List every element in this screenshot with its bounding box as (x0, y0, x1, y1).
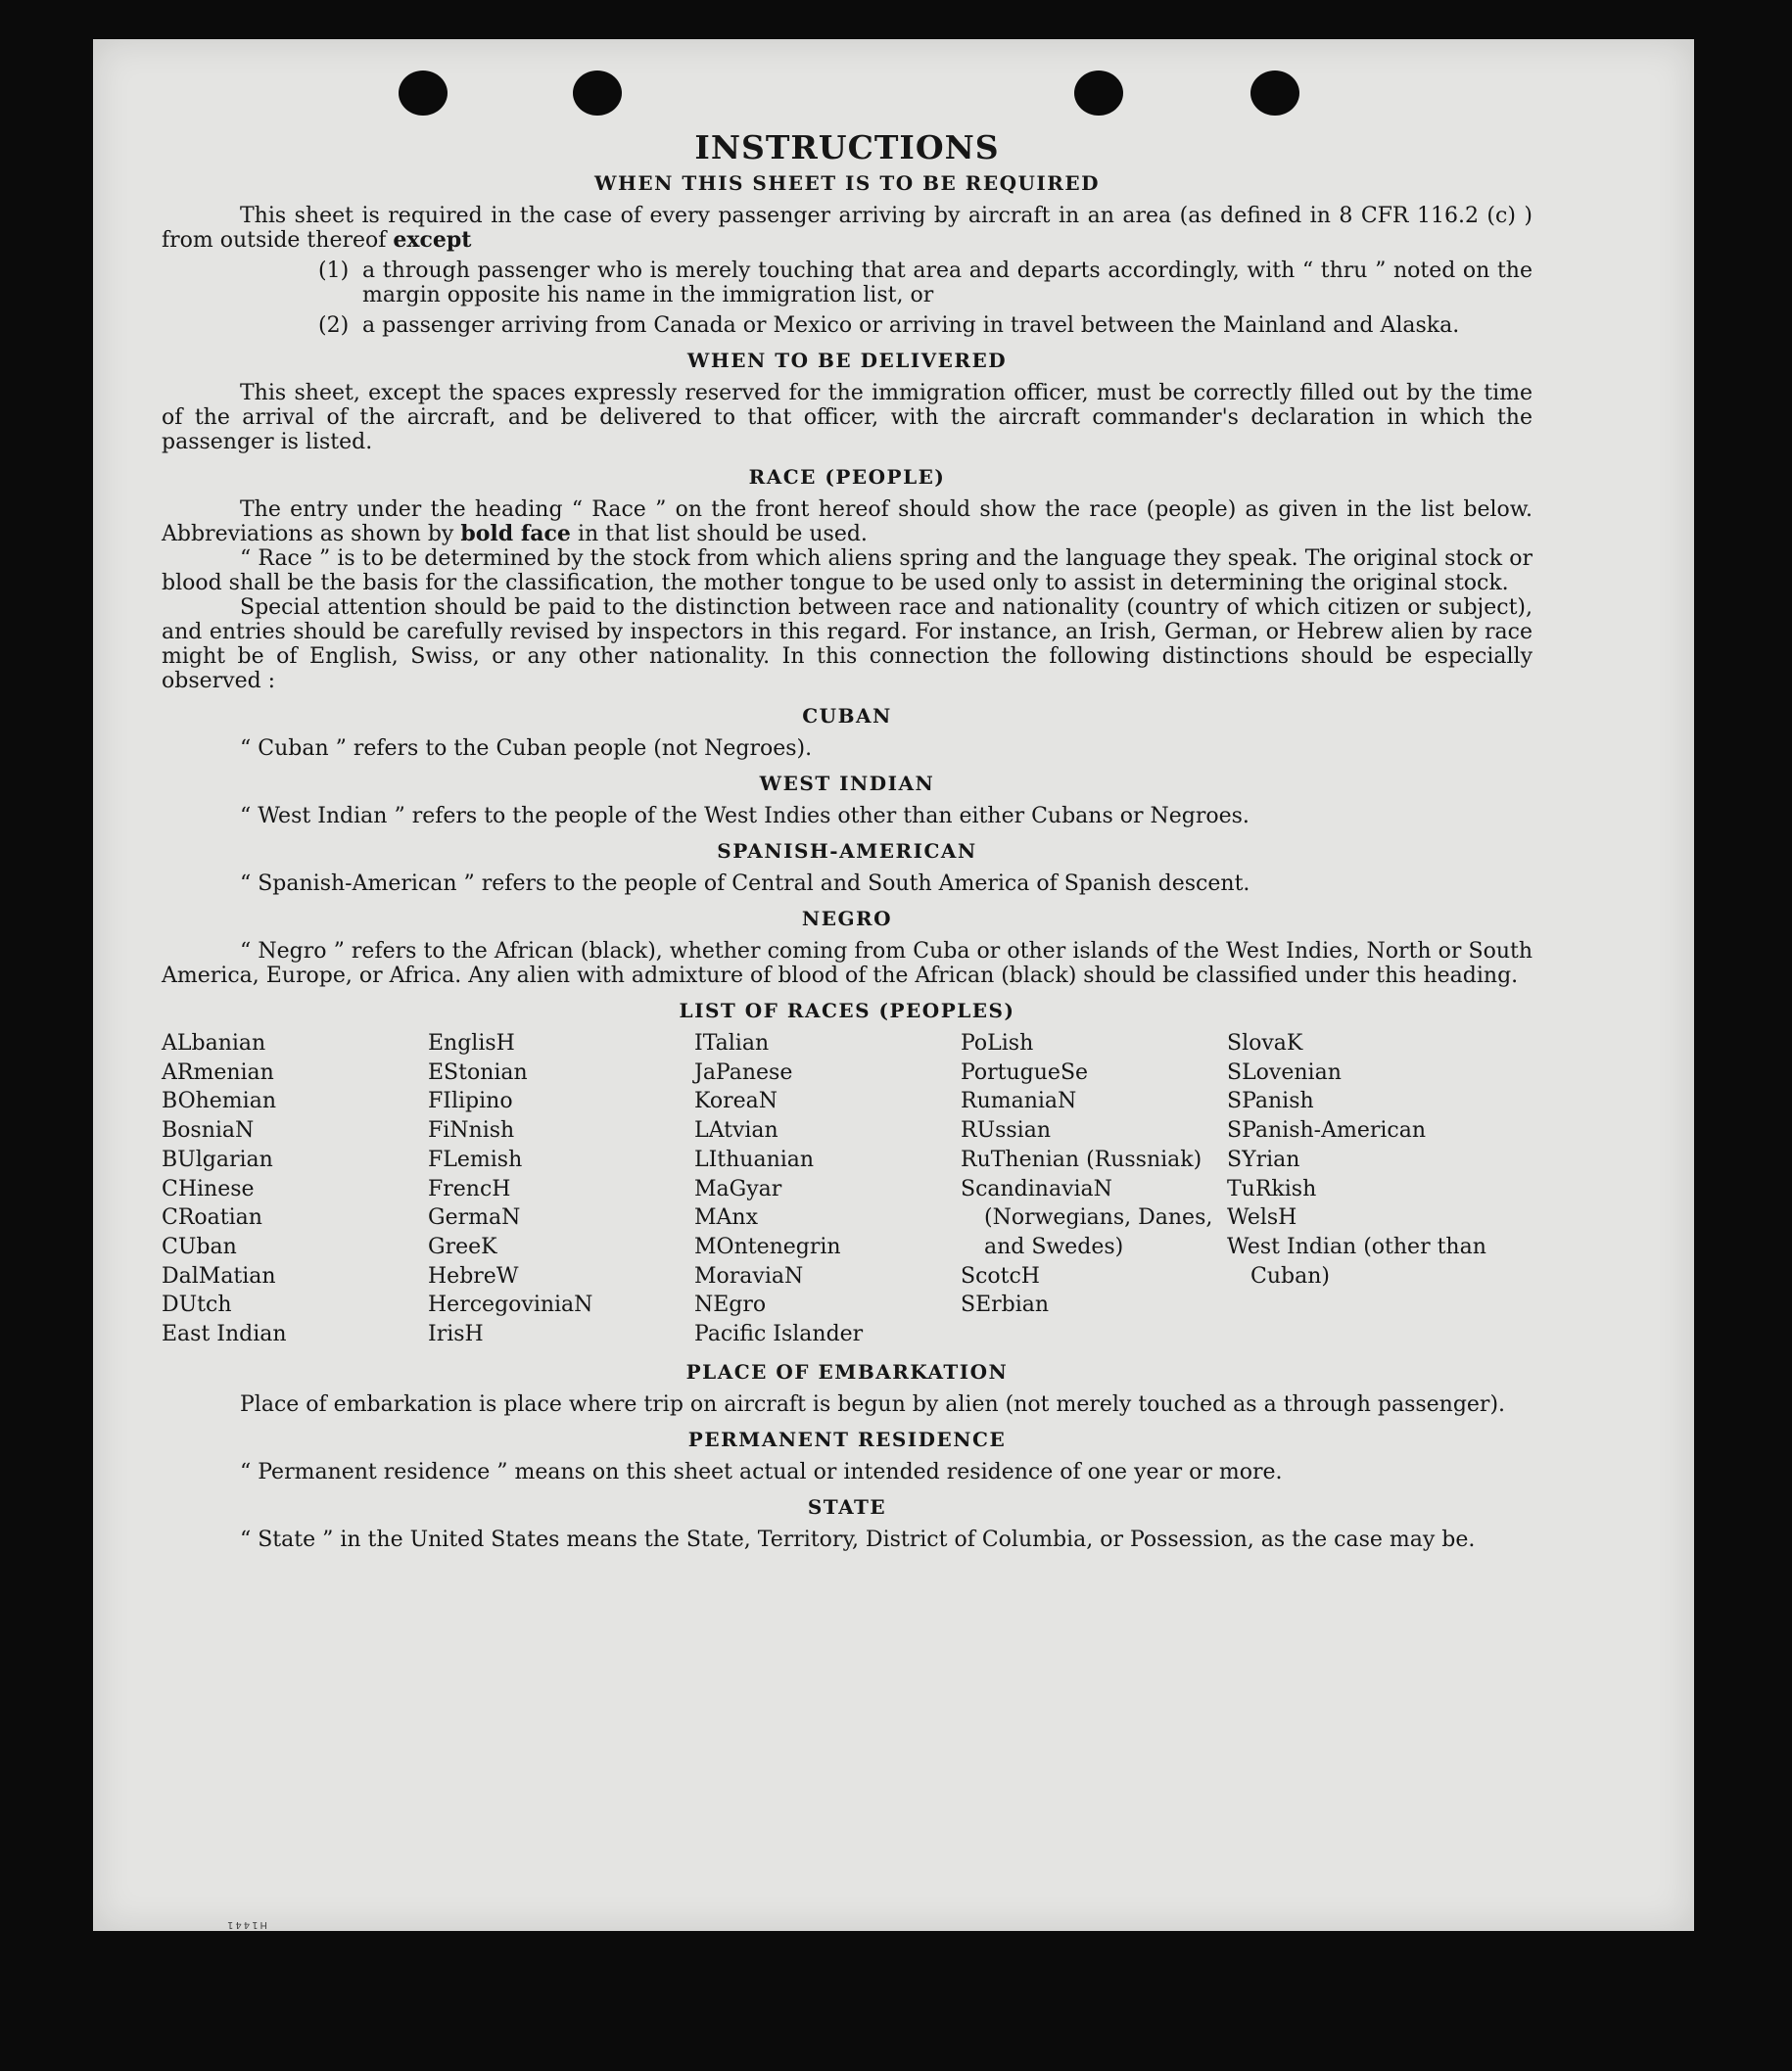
exception-item: (1) a through passenger who is merely touching that area and departs accordingly, with “ thru ” noted on the margin opposite his name in the immigration list, or (318, 259, 1533, 307)
punch-hole (1074, 71, 1123, 116)
section-heading-west-indian: WEST INDIAN (759, 772, 935, 795)
race-item: East Indian (162, 1322, 287, 1347)
races-column (1227, 1029, 1493, 1349)
race-item: HebreW (428, 1263, 519, 1289)
race-item: CUban (162, 1234, 237, 1259)
race-item: LAtvian (694, 1118, 778, 1144)
race-item: RumaniaN (961, 1089, 1077, 1114)
negro-text: “ Negro ” refers to the African (black), whether coming from Cuba or other islands of the West Indies, North or South America, Europe, or Africa. Any alien with admixture of blood of the African (black) should be classified under this heading. (162, 939, 1533, 988)
section-heading-state: STATE (807, 1494, 887, 1519)
race-item: ScandinaviaN (Norwegians, Danes, and Swedes) (961, 1176, 1213, 1259)
state-text: “ State ” in the United States means the State, Territory, District of Columbia, or Possession, as the case may be. (240, 1527, 1476, 1552)
race-item: CHinese (162, 1176, 255, 1201)
race-item: EnglisH (428, 1031, 515, 1056)
race-item: NEgro (694, 1293, 767, 1318)
race-item: BOhemian (162, 1089, 276, 1114)
race-item: PoLish (961, 1031, 1034, 1056)
race-item: TuRkish (1227, 1176, 1317, 1201)
race-item: HercegoviniaN (428, 1293, 593, 1318)
punch-hole (573, 71, 622, 116)
race-item: IrisH (428, 1322, 484, 1347)
race-item: ALbanian (162, 1031, 266, 1056)
residence-text: “ Permanent residence ” means on this sheet actual or intended residence of one year or more. (240, 1459, 1283, 1484)
race-item: FrencH (428, 1176, 511, 1201)
race-item: MAnx (694, 1205, 758, 1231)
footer-code: H1441 (225, 1919, 267, 1930)
race-item: BosniaN (162, 1118, 255, 1144)
race-paragraph: Special attention should be paid to the distinction between race and nationality (country of which citizen or subject), and entries should be carefully revised by inspectors in this regard. For instance, an Irish, German, or Hebrew alien by race might be of English, Swiss, or any other nationality. In this connection the following distinctions should be especially observed : (162, 595, 1533, 693)
races-column (694, 1029, 961, 1349)
race-item: ScotcH (961, 1263, 1040, 1289)
race-item: SYrian (1227, 1147, 1300, 1172)
west-indian-text: “ West Indian ” refers to the people of the West Indies other than either Cubans or Negroes. (240, 804, 1250, 828)
race-item: FIlipino (428, 1089, 513, 1114)
race-item: DUtch (162, 1293, 232, 1318)
race-item: Pacific Islander (694, 1322, 864, 1347)
section-heading-when-required: WHEN THIS SHEET IS TO BE REQUIRED (594, 171, 1100, 195)
punch-hole (399, 71, 448, 116)
race-item: RUssian (961, 1118, 1052, 1144)
section-heading-when-delivered: WHEN TO BE DELIVERED (686, 349, 1008, 372)
punch-hole (1250, 71, 1299, 116)
race-item: FiNnish (428, 1118, 515, 1144)
spanish-american-text: “ Spanish-American ” refers to the people of Central and South America of Spanish descent. (240, 871, 1250, 896)
section-heading-spanish-american: SPANISH-AMERICAN (717, 839, 977, 863)
race-item: MaGyar (694, 1176, 782, 1201)
race-item: GreeK (428, 1234, 497, 1259)
race-item: EStonian (428, 1059, 528, 1085)
race-item: SPanish (1227, 1089, 1314, 1114)
race-item: DalMatian (162, 1263, 276, 1289)
race-item: ITalian (694, 1031, 770, 1056)
race-item: GermaN (428, 1205, 521, 1231)
race-item: West Indian (other than Cuban) (1227, 1234, 1486, 1289)
race-item: JaPanese (694, 1059, 793, 1085)
race-item: WelsH (1227, 1205, 1297, 1231)
race-paragraph: The entry under the heading “ Race ” on the front hereof should show the race (people) as given in the list below. Abbreviations as shown by bold face in that list should be used. (162, 497, 1533, 546)
race-item: SLovenian (1227, 1059, 1342, 1085)
race-item: SPanish-American (1227, 1118, 1427, 1144)
section-heading-races-list: LIST OF RACES (PEOPLES) (679, 999, 1015, 1022)
embarkation-text: Place of embarkation is place where trip on aircraft is begun by alien (not merely touched as a through passenger). (240, 1391, 1506, 1417)
race-item: MOntenegrin (694, 1234, 841, 1259)
race-item: ARmenian (162, 1059, 274, 1085)
race-item: CRoatian (162, 1205, 262, 1231)
races-column (961, 1029, 1227, 1349)
exception-item: (2) a passenger arriving from Canada or Mexico or arriving in travel between the Mainland and Alaska. (318, 313, 1460, 338)
page-title: INSTRUCTIONS (694, 128, 1000, 166)
cuban-text: “ Cuban ” refers to the Cuban people (not Negroes). (240, 736, 813, 761)
section-heading-residence: PERMANENT RESIDENCE (687, 1427, 1007, 1451)
races-column (162, 1029, 428, 1349)
section-heading-embarkation: PLACE OF EMBARKATION (685, 1359, 1009, 1384)
race-item: KoreaN (694, 1089, 778, 1114)
race-item: LIthuanian (694, 1147, 815, 1172)
race-item: BUlgarian (162, 1147, 273, 1172)
section-heading-cuban: CUBAN (802, 704, 892, 728)
section-heading-race: RACE (PEOPLE) (748, 465, 946, 489)
race-item: SlovaK (1227, 1031, 1303, 1056)
race-item: RuThenian (Russniak) (961, 1147, 1203, 1172)
section-heading-negro: NEGRO (801, 907, 893, 930)
race-item: SErbian (961, 1293, 1050, 1318)
races-list (162, 1029, 1533, 1349)
delivered-text: This sheet, except the spaces expressly reserved for the immigration officer, must be correctly filled out by the time of the arrival of the aircraft, and be delivered to that officer, with the aircraft commander's declaration in which the passenger is listed. (162, 381, 1533, 454)
required-intro: This sheet is required in the case of every passenger arriving by aircraft in an area (as defined in 8 CFR 116.2 (c) ) from outside thereof except (162, 204, 1533, 253)
instructions-content (162, 128, 1533, 1552)
race-item: MoraviaN (694, 1263, 804, 1289)
race-item: PortugueSe (961, 1059, 1089, 1085)
race-paragraph: “ Race ” is to be determined by the stock from which aliens spring and the language they speak. The original stock or blood shall be the basis for the classification, the mother tongue to be used only to assist in determining the original stock. (162, 546, 1533, 595)
race-item: FLemish (428, 1147, 523, 1172)
races-column (428, 1029, 694, 1349)
